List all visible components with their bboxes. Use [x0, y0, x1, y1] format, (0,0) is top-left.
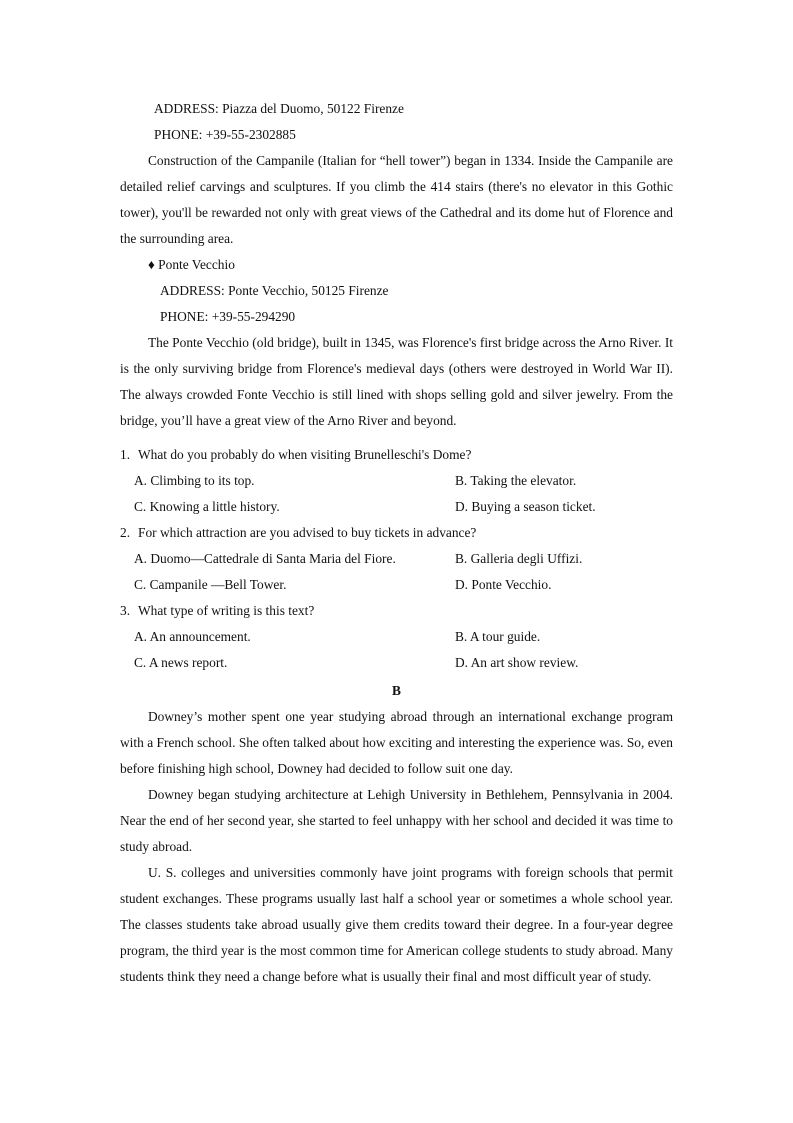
question-number: 3. [120, 603, 131, 618]
option-d: D. An art show review. [455, 655, 579, 670]
question-1-options-row-2 [120, 494, 673, 520]
option-a: A. Climbing to its top. [134, 473, 255, 488]
campanile-address: ADDRESS: Piazza del Duomo, 50122 Firenze [154, 101, 404, 116]
campanile-description: Construction of the Campanile (Italian for “hell tower”) began in 1334. Inside the Campanile are detailed relief carvings and sculptures. If you climb the 414 stairs (there's no elevator in this Gothic tower), you'll be rewarded not only with great views of the Cathedral and its dome hut of Florence and the surrounding area. [120, 153, 673, 246]
ponte-vecchio-heading: ♦ Ponte Vecchio [148, 257, 235, 272]
question-number: 1. [120, 447, 131, 462]
question-text: What do you probably do when visiting Brunelleschi's Dome? [138, 447, 472, 462]
option-d: D. Buying a season ticket. [455, 499, 596, 514]
ponte-vecchio-address: ADDRESS: Ponte Vecchio, 50125 Firenze [160, 283, 389, 298]
option-a: A. An announcement. [134, 629, 251, 644]
option-d: D. Ponte Vecchio. [455, 577, 552, 592]
option-c: C. Knowing a little history. [134, 499, 280, 514]
question-2-options-row-1 [120, 546, 673, 572]
option-b: B. Galleria degli Uffizi. [455, 551, 583, 566]
option-a: A. Duomo—Cattedrale di Santa Maria del Fiore. [134, 551, 396, 566]
option-b: B. Taking the elevator. [455, 473, 577, 488]
question-2-options-row-2 [120, 572, 673, 598]
question-2 [120, 520, 673, 546]
option-c: C. A news report. [134, 655, 228, 670]
option-c: C. Campanile —Bell Tower. [134, 577, 287, 592]
document-page [120, 96, 673, 990]
question-3-options-row-1 [120, 624, 673, 650]
ponte-vecchio-description: The Ponte Vecchio (old bridge), built in 1345, was Florence's first bridge across the Arno River. It is the only surviving bridge from Florence's medieval days (others were destroyed in World War II). The always crowded Fonte Vecchio is still lined with shops selling gold and silver jewelry. From the bridge, you’ll have a great view of the Arno River and beyond. [120, 335, 673, 428]
question-text: What type of writing is this text? [138, 603, 315, 618]
question-3 [120, 598, 673, 624]
option-b: B. A tour guide. [455, 629, 541, 644]
section-b-paragraph-1: Downey’s mother spent one year studying abroad through an international exchange program with a French school. She often talked about how exciting and interesting the experience was. So, even before finishing high school, Downey had decided to follow suit one day. [120, 709, 673, 776]
ponte-vecchio-phone: PHONE: +39-55-294290 [160, 309, 296, 324]
question-text: For which attraction are you advised to buy tickets in advance? [138, 525, 477, 540]
question-3-options-row-2 [120, 650, 673, 676]
question-1-options-row-1 [120, 468, 673, 494]
section-b-paragraph-2: Downey began studying architecture at Lehigh University in Bethlehem, Pennsylvania in 2004. Near the end of her second year, she started to feel unhappy with her school and decided it was time to study abroad. [120, 787, 673, 854]
section-title: B [392, 683, 401, 698]
section-b-paragraph-3: U. S. colleges and universities commonly have joint programs with foreign schools that permit student exchanges. These programs usually last half a school year or sometimes a whole school year. The classes students take abroad usually give them credits toward their degree. In a four-year degree program, the third year is the most common time for American college students to study abroad. Many students think they need a change before what is usually their final and most difficult year of study. [120, 865, 673, 984]
question-number: 2. [120, 525, 131, 540]
question-1 [120, 442, 673, 468]
campanile-phone: PHONE: +39-55-2302885 [154, 127, 296, 142]
